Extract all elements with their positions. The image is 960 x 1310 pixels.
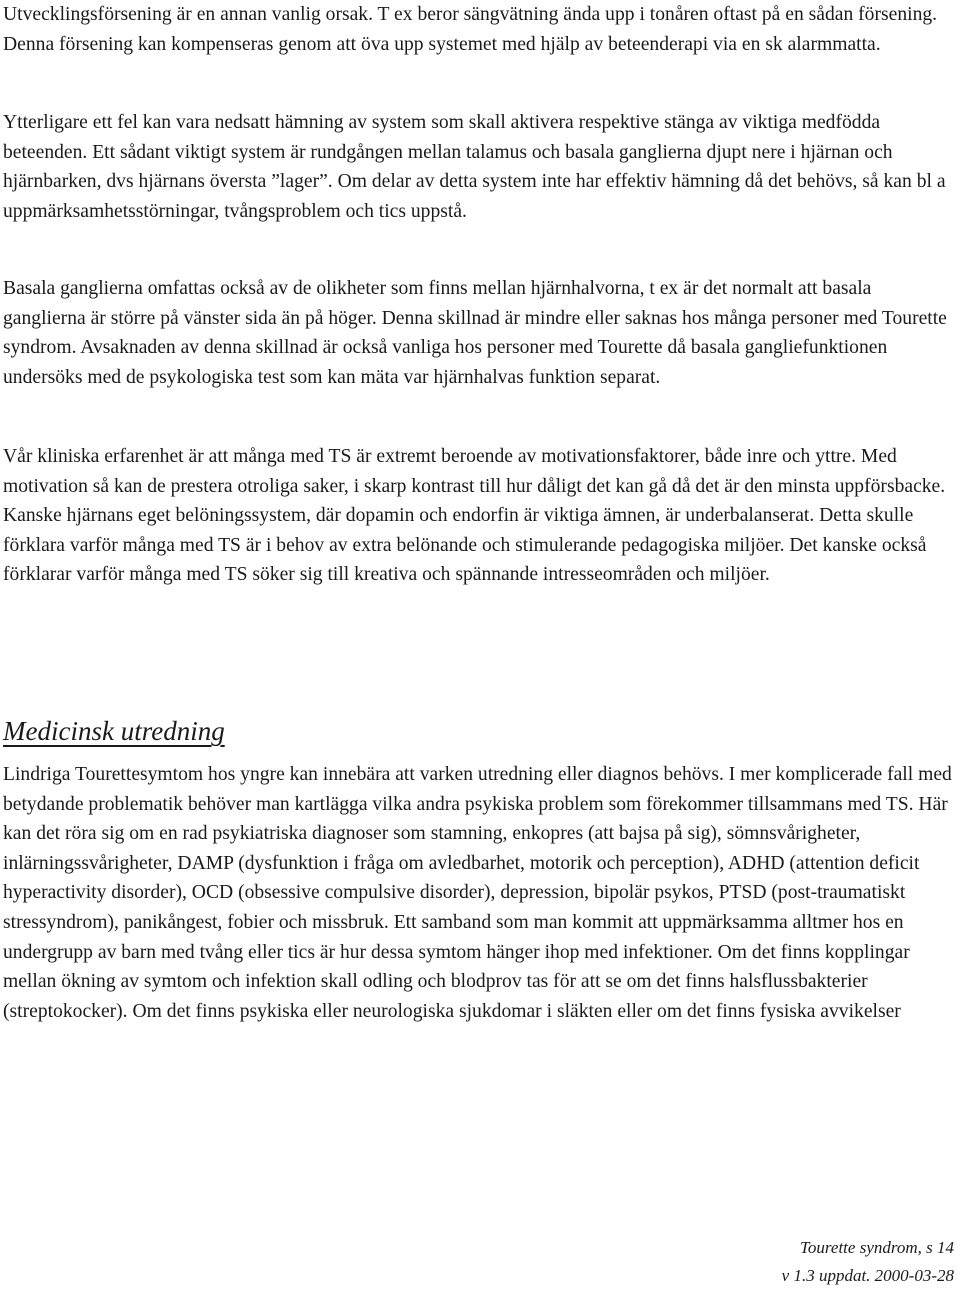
footer-page-title: Tourette syndrom, s 14 (800, 1238, 954, 1257)
paragraph-basal-ganglia: Basala ganglierna omfattas också av de olikheter som finns mellan hjärnhalvorna, t ex är det normalt att basala ganglierna är större på vänster sida än på höger. Denna skillnad är mindre eller saknas hos många personer med Tourette syndrom. Avsaknaden av denna skillnad är också vanliga hos personer med Tourette då basala gangliefunktionen undersöks med de psykologiska test som kan mäta var hjärnhalvas funktion separat. (3, 278, 947, 388)
footer-version: v 1.3 uppdat. 2000-03-28 (781, 1266, 954, 1285)
section-heading: Medicinsk utredning (3, 716, 225, 746)
page-footer (782, 1234, 954, 1290)
paragraph-development-delay: Utvecklingsförsening är en annan vanlig orsak. T ex beror sängvätning ända upp i tonåren oftast på en sådan försening. Denna försening kan kompenseras genom att öva upp systemet med hjälp av beteenderapi via en sk alarmmatta. (3, 4, 938, 55)
paragraph-inhibition: Ytterligare ett fel kan vara nedsatt hämning av system som skall aktivera respektive stänga av viktiga medfödda beteenden. Ett sådant viktigt system är rundgången mellan talamus och basala ganglierna djupt nere i hjärnan och hjärnbarken, dvs hjärnans översta ”lager”. Om delar av detta system inte har effektiv hämning då det behövs, så kan bl a uppmärksamhetsstörningar, tvångsproblem och tics uppstå. (3, 112, 946, 222)
paragraph-medical-assessment: Lindriga Tourettesymtom hos yngre kan innebära att varken utredning eller diagnos behövs. I mer komplicerade fall med betydande problematik behöver man kartlägga vilka andra psykiska problem som förekommer tillsammans med TS. Här kan det röra sig om en rad psykiatriska diagnoser som stamning, enkopres (att bajsa på sig), sömnsvårigheter, inlärningssvårigheter, DAMP (dysfunktion i fråga om avledbarhet, motorik och perception), ADHD (attention deficit hyperactivity disorder), OCD (obsessive compulsive disorder), depression, bipolär psykos, PTSD (post-traumatiskt stressyndrom), panikångest, fobier och missbruk. Ett samband som man kommit att uppmärksamma alltmer hos en undergrupp av barn med tvång eller tics är hur dessa symtom hänger ihop med infektioner. Om det finns kopplingar mellan ökning av symtom och infektion skall odling och blodprov tas för att se om det finns halsflussbakterier (streptokocker). Om det finns psykiska eller neurologiska sjukdomar i släkten eller om det finns fysiska avvikelser (3, 764, 952, 1022)
paragraph-motivation: Vår kliniska erfarenhet är att många med TS är extremt beroende av motivationsfaktorer, både inre och yttre. Med motivation så kan de prestera otroliga saker, i skarp kontrast till hur dåligt det kan gå då det är den minsta uppförsbacke. Kanske hjärnans eget belöningssystem, där dopamin och endorfin är viktiga ämnen, är underbalanserat. Detta skulle förklara varför många med TS är i behov av extra belönande och stimulerande pedagogiska miljöer. Det kanske också förklarar varför många med TS söker sig till kreativa och spännande intresseområden och miljöer. (3, 446, 946, 586)
